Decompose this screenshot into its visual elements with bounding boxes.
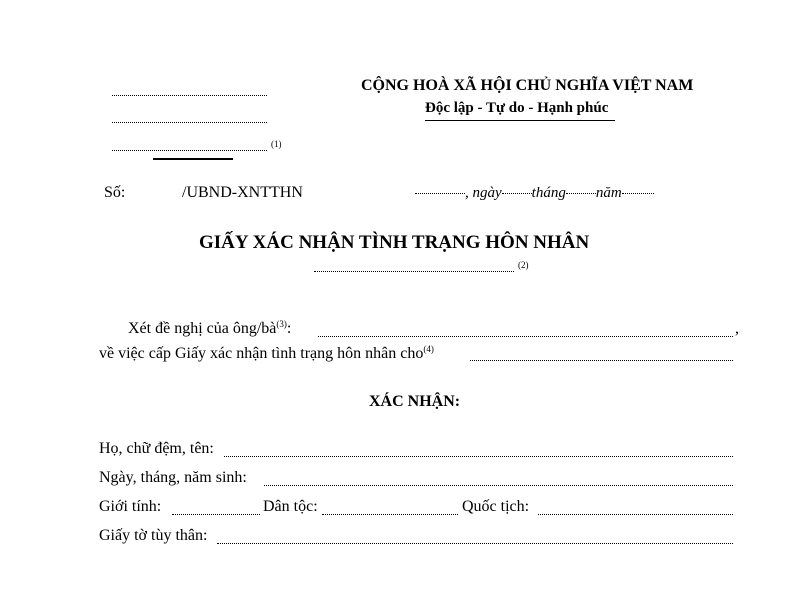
- request-colon: :: [286, 320, 292, 337]
- ethnicity-label: Dân tộc:: [263, 498, 318, 515]
- day-field[interactable]: [502, 193, 532, 194]
- footnote-ref-2: (2): [518, 260, 529, 270]
- issue-line: [99, 345, 434, 363]
- full-name-label: Họ, chữ đệm, tên:: [99, 440, 214, 457]
- national-name: CỘNG HOÀ XÃ HỘI CHỦ NGHĨA VIỆT NAM: [361, 77, 694, 94]
- authority-underline: [153, 158, 233, 160]
- gender-field[interactable]: [172, 514, 260, 515]
- document-number-code: /UBND-XNTTHN: [182, 184, 303, 201]
- issuing-authority-line-3[interactable]: [112, 150, 267, 151]
- full-name-field[interactable]: [224, 456, 733, 457]
- month-field[interactable]: [566, 193, 596, 194]
- document-number-label: Số:: [104, 184, 126, 201]
- footnote-ref-4: (4): [423, 344, 434, 354]
- ethnicity-field[interactable]: [322, 514, 458, 515]
- year-label: năm: [595, 185, 622, 201]
- issue-text: về việc cấp Giấy xác nhận tình trạng hôn nhân cho: [99, 345, 424, 362]
- issue-recipient-field[interactable]: [470, 360, 733, 361]
- identity-document-field[interactable]: [217, 543, 733, 544]
- requester-name-field[interactable]: [318, 336, 733, 337]
- date-of-birth-label: Ngày, tháng, năm sinh:: [99, 469, 247, 486]
- request-line: [128, 320, 291, 338]
- title-subline-field[interactable]: [314, 271, 514, 272]
- nationality-label: Quốc tịch:: [462, 498, 530, 515]
- month-label: tháng: [531, 185, 566, 201]
- footnote-ref-3: (3): [276, 319, 287, 329]
- date-of-birth-field[interactable]: [264, 485, 733, 486]
- footnote-ref-1: (1): [271, 139, 282, 149]
- document-title: GIẤY XÁC NHẬN TÌNH TRẠNG HÔN NHÂN: [199, 232, 590, 253]
- national-motto: Độc lập - Tự do - Hạnh phúc: [425, 100, 609, 116]
- identity-document-label: Giấy tờ tùy thân:: [99, 527, 208, 544]
- request-prefix: Xét đề nghị của ông/bà: [128, 320, 277, 337]
- year-field[interactable]: [622, 193, 654, 194]
- confirm-heading: XÁC NHẬN:: [369, 393, 461, 410]
- place-date-line: , ngày tháng năm: [415, 185, 654, 202]
- nationality-field[interactable]: [538, 514, 733, 515]
- gender-label: Giới tính:: [99, 498, 162, 515]
- request-comma: ,: [735, 320, 739, 337]
- issuing-authority-line-2[interactable]: [112, 122, 267, 123]
- motto-underline: [425, 120, 615, 121]
- place-field[interactable]: [415, 193, 465, 194]
- day-label: ngày: [472, 185, 502, 201]
- issuing-authority-line-1[interactable]: [112, 95, 267, 96]
